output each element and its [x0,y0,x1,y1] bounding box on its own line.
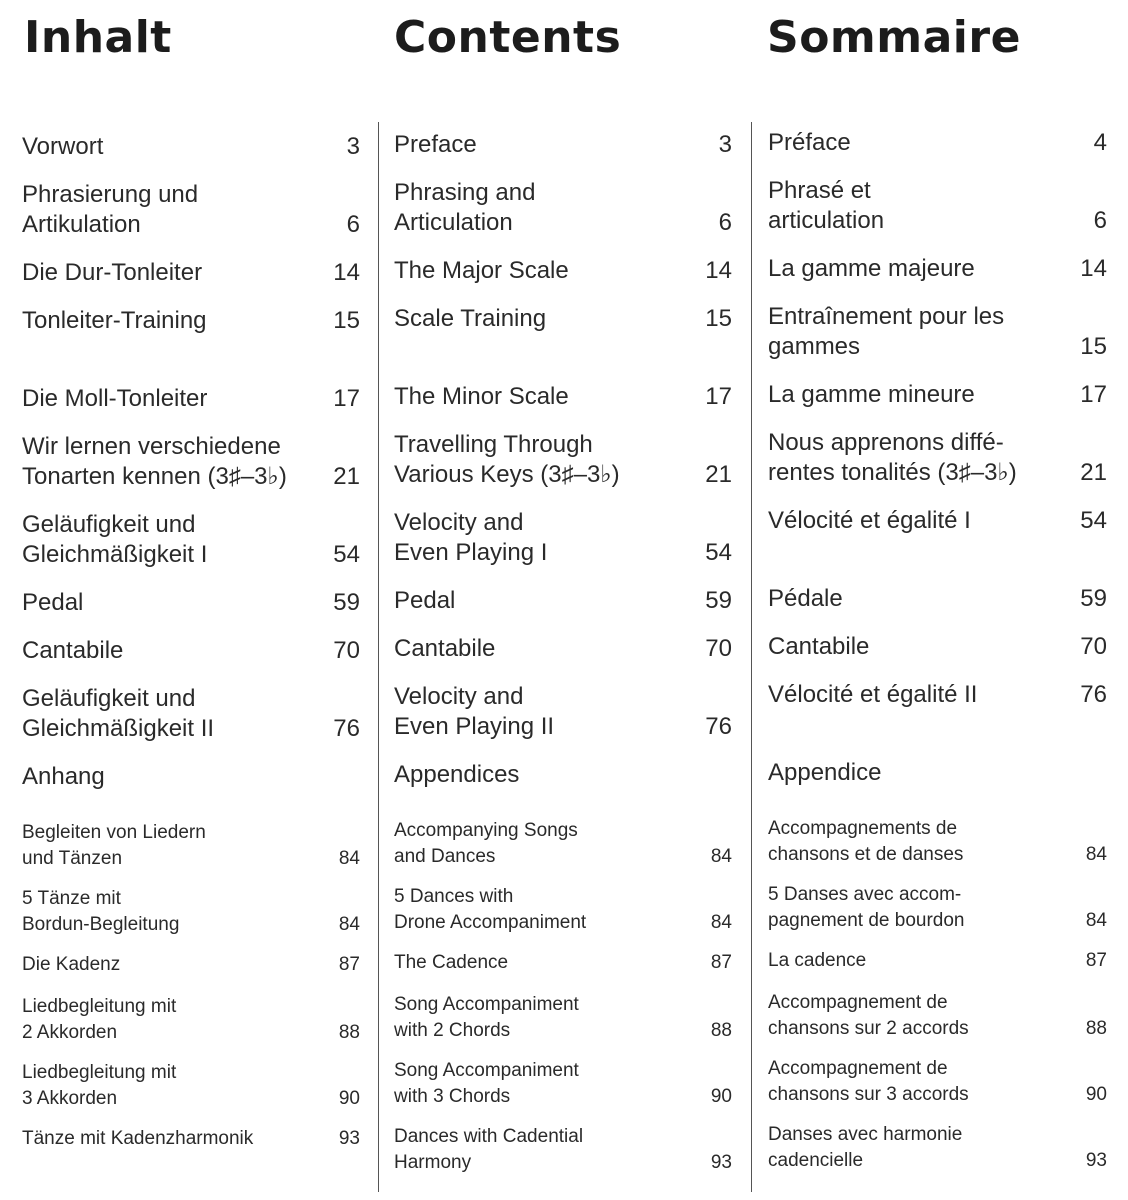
toc-page-number: 88 [1085,1018,1107,1039]
toc-entry-title: Pedal [22,589,84,616]
toc-entry-english[interactable] [394,256,732,286]
toc-entry-title: Tonleiter-Training [22,307,207,334]
toc-entry-english[interactable] [394,430,732,490]
toc-entry-french[interactable] [768,428,1107,488]
toc-page-number: 15 [333,307,360,334]
toc-page-number: 88 [710,1020,732,1041]
toc-appendix-entry-german[interactable] [22,952,360,978]
toc-entry-title: Wir lernen verschiedene Tonarten kennen (3♯–3♭) [22,433,287,490]
toc-entry-title: Liedbegleitung mit 2 Akkorden [22,996,177,1043]
toc-appendix-entry-german[interactable] [22,820,360,872]
toc-entry-french[interactable] [768,506,1107,536]
toc-page-number: 84 [1085,844,1107,865]
toc-entry-english[interactable] [394,586,732,616]
toc-entry-french[interactable] [768,128,1107,158]
toc-entry-title: Accompagnement de chansons sur 2 accords [768,992,969,1039]
toc-entry-title: Accompanying Songs and Dances [394,820,578,867]
toc-page-number: 59 [705,587,732,614]
toc-entry-title: The Major Scale [394,257,569,284]
toc-page-number: 14 [1080,255,1107,282]
toc-page-number: 17 [1080,381,1107,408]
toc-page-number: 14 [333,259,360,286]
toc-page-number: 21 [333,463,360,490]
toc-appendix-entry-english[interactable] [394,818,732,870]
toc-appendix-entry-english[interactable] [394,950,732,976]
heading-inhalt: Inhalt [24,12,172,63]
heading-contents: Contents [394,12,622,63]
toc-entry-title: Geläufigkeit und Gleichmäßigkeit I [22,511,208,568]
toc-entry-title: La gamme mineure [768,381,975,408]
toc-entry-title: La gamme majeure [768,255,975,282]
toc-entry-title: Liedbegleitung mit 3 Akkorden [22,1062,177,1109]
toc-entry-english[interactable] [394,178,732,238]
toc-page-number: 3 [718,131,732,158]
toc-entry-title: The Cadence [394,952,509,973]
toc-appendix-entry-english[interactable] [394,1124,732,1176]
toc-page-number: 17 [333,385,360,412]
toc-page-number: 84 [710,846,732,867]
toc-entry-title: Vélocité et égalité II [768,681,978,708]
toc-page-number: 59 [333,589,360,616]
toc-section-heading: Appendices [394,761,520,788]
toc-page-number: 87 [1085,950,1107,971]
toc-entry-title: Phrasé et articulation [768,177,885,234]
toc-page-number: 21 [1080,459,1107,486]
toc-entry-title: 5 Dances with Drone Accompaniment [394,886,587,933]
toc-appendix-entry-english[interactable] [394,1058,732,1110]
toc-page-number: 90 [710,1086,732,1107]
toc-entry-german[interactable] [22,180,360,240]
toc-page-number: 93 [710,1152,732,1173]
toc-entry-title: La cadence [768,950,867,971]
toc-entry-french[interactable] [768,254,1107,284]
toc-appendix-entry-english[interactable] [394,992,732,1044]
toc-page-number: 90 [1085,1084,1107,1105]
toc-page-number: 84 [338,848,360,869]
toc-entry-title: Phrasing and Articulation [394,179,536,236]
toc-appendix-entry-english[interactable] [394,884,732,936]
toc-entry-title: Pédale [768,585,843,612]
toc-page-number: 84 [338,914,360,935]
toc-appendix-entry-french[interactable] [768,816,1107,868]
toc-entry-title: Die Dur-Tonleiter [22,259,203,286]
toc-page-number: 70 [1080,633,1107,660]
toc-entry-title: Pedal [394,587,456,614]
toc-page-number: 6 [346,211,360,238]
toc-entry-german[interactable] [22,510,360,570]
toc-entry-title: Preface [394,131,477,158]
toc-page-number: 4 [1093,129,1107,156]
toc-entry-german[interactable] [22,432,360,492]
toc-page-number: 93 [338,1128,360,1149]
toc-page-number: 21 [705,461,732,488]
toc-page-number: 59 [1080,585,1107,612]
toc-appendix-entry-french[interactable] [768,882,1107,934]
toc-entry-title: Cantabile [22,637,124,664]
toc-entry-french[interactable] [768,176,1107,236]
toc-entry-title: Song Accompaniment with 3 Chords [394,1060,579,1107]
toc-entry-title: Phrasierung und Artikulation [22,181,199,238]
toc-page-number: 84 [1085,910,1107,931]
toc-page-number: 70 [705,635,732,662]
toc-entry-french[interactable] [768,380,1107,410]
toc-section-heading: Appendice [768,759,882,786]
toc-entry-title: Nous apprenons diffé- rentes tonalités (3♯–3♭) [768,429,1017,486]
toc-page-number: 76 [1080,681,1107,708]
toc-entry-title: 5 Danses avec accom- pagnement de bourdon [768,884,965,931]
toc-page-number: 90 [338,1088,360,1109]
toc-appendix-entry-german[interactable] [22,886,360,938]
toc-page-number: 54 [705,539,732,566]
toc-entry-english[interactable] [394,634,732,664]
toc-entry-title: Travelling Through Various Keys (3♯–3♭) [394,431,620,488]
toc-entry-title: The Minor Scale [394,383,569,410]
toc-entry-title: Song Accompaniment with 2 Chords [394,994,579,1041]
toc-entry-title: Die Kadenz [22,954,121,975]
toc-column-french [751,122,1107,1192]
toc-entry-title: Préface [768,129,851,156]
heading-sommaire: Sommaire [767,12,1021,63]
toc-page-number: 88 [338,1022,360,1043]
toc-entry-title: Accompagnements de chansons et de danses [768,818,964,865]
toc-page-number: 76 [705,713,732,740]
toc-page-number: 84 [710,912,732,933]
toc-entry-title: 5 Tänze mit Bordun-Begleitung [22,888,180,935]
toc-entry-title: Scale Training [394,305,547,332]
toc-appendix-entry-french[interactable] [768,990,1107,1042]
toc-entry-french[interactable] [768,584,1107,614]
toc-appendix-entry-french[interactable] [768,1122,1107,1174]
toc-entry-french[interactable] [768,680,1107,710]
toc-entry-title: Cantabile [394,635,496,662]
toc-appendix-entry-german[interactable] [22,994,360,1046]
toc-entry-title: Accompagnement de chansons sur 3 accords [768,1058,969,1105]
toc-entry-english[interactable] [394,508,732,568]
toc-entry-title: Danses avec harmonie cadencielle [768,1124,963,1171]
toc-entry-english[interactable] [394,304,732,334]
toc-entry-german[interactable] [22,306,360,336]
toc-page-number: 93 [1085,1150,1107,1171]
toc-entry-title: Velocity and Even Playing I [394,509,548,566]
toc-entry-title: Velocity and Even Playing II [394,683,555,740]
toc-page-number: 3 [346,133,360,160]
toc-page-number: 54 [1080,507,1107,534]
toc-entry-english[interactable] [394,130,732,160]
toc-appendix-entry-german[interactable] [22,1126,360,1152]
toc-entry-german[interactable] [22,258,360,288]
toc-entry-title: Vélocité et égalité I [768,507,971,534]
toc-entry-title: Tänze mit Kadenzharmonik [22,1128,254,1149]
toc-page-number: 6 [718,209,732,236]
toc-entry-title: Dances with Cadential Harmony [394,1126,584,1173]
toc-page-number: 87 [710,952,732,973]
toc-section-heading: Anhang [22,763,105,790]
toc-entry-english[interactable] [394,382,732,412]
toc-entry-german[interactable] [22,684,360,744]
toc-page-number: 76 [333,715,360,742]
toc-page-number: 14 [705,257,732,284]
toc-entry-french[interactable] [768,302,1107,362]
toc-entry-german[interactable] [22,636,360,666]
toc-entry-title: Entraînement pour les gammes [768,303,1005,360]
toc-entry-french[interactable] [768,632,1107,662]
toc-page-number: 70 [333,637,360,664]
toc-entry-german[interactable] [22,132,360,162]
toc-page-number: 87 [338,954,360,975]
toc-page-number: 17 [705,383,732,410]
toc-appendix-entry-german[interactable] [22,1060,360,1112]
toc-entry-title: Cantabile [768,633,870,660]
toc-entry-title: Die Moll-Tonleiter [22,385,208,412]
toc-column-english [378,122,732,1192]
toc-entry-title: Begleiten von Liedern und Tänzen [22,822,206,869]
toc-page-number: 6 [1093,207,1107,234]
toc-page-number: 15 [1080,333,1107,360]
toc-page-number: 15 [705,305,732,332]
toc-entry-german[interactable] [22,384,360,414]
toc-entry-title: Vorwort [22,133,104,160]
toc-column-german [22,122,360,1192]
toc-page-number: 54 [333,541,360,568]
toc-entry-german[interactable] [22,588,360,618]
toc-entry-english[interactable] [394,682,732,742]
toc-appendix-entry-french[interactable] [768,948,1107,974]
toc-appendix-entry-french[interactable] [768,1056,1107,1108]
toc-entry-title: Geläufigkeit und Gleichmäßigkeit II [22,685,215,742]
